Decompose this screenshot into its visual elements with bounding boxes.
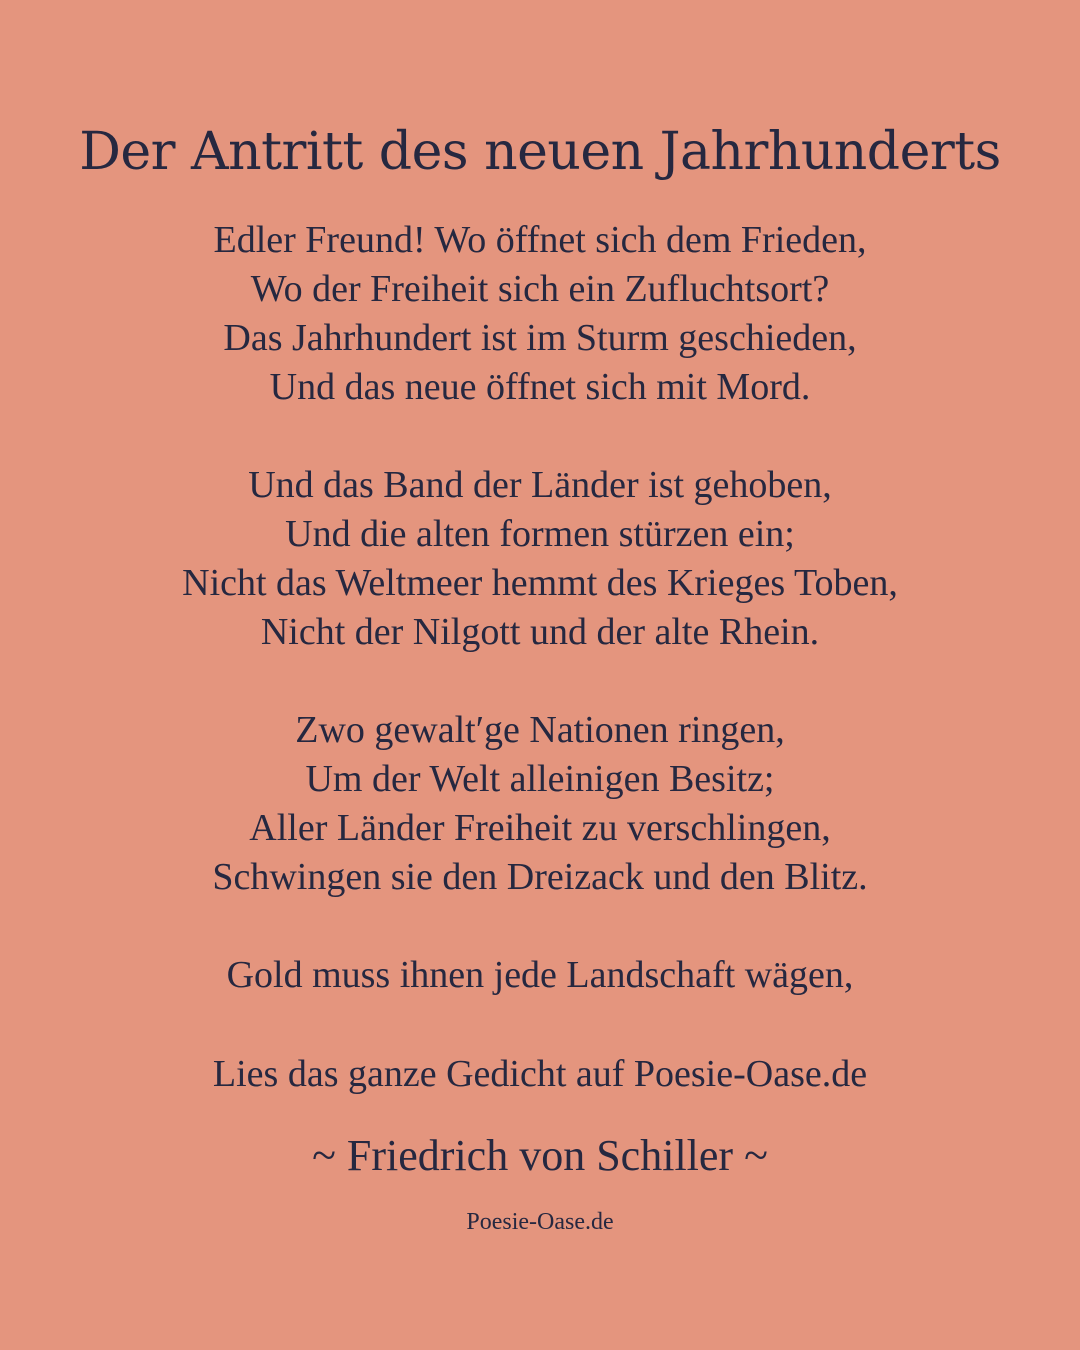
- poem-line: Edler Freund! Wo öffnet sich dem Frieden,: [213, 219, 867, 261]
- stanza: [0, 951, 1080, 1000]
- poem-body: [0, 216, 1080, 1049]
- stanza: [0, 706, 1080, 902]
- poem-line: Und das neue öffnet sich mit Mord.: [269, 366, 811, 408]
- poem-line: Das Jahrhundert ist im Sturm geschieden,: [223, 317, 857, 359]
- stanza: [0, 216, 1080, 412]
- poem-line: Wo der Freiheit sich ein Zufluchtsort?: [250, 268, 830, 310]
- stanza: [0, 461, 1080, 657]
- poem-line: Gold muss ihnen jede Landschaft wägen,: [226, 954, 854, 996]
- poem-line: Aller Länder Freiheit zu verschlingen,: [249, 807, 831, 849]
- read-full-poem-text: Lies das ganze Gedicht auf Poesie-Oase.de: [212, 1053, 868, 1095]
- poem-line: Schwingen sie den Dreizack und den Blitz.: [212, 856, 868, 898]
- poem-line: Nicht das Weltmeer hemmt des Krieges Toben,: [182, 562, 898, 604]
- poem-line: Und das Band der Länder ist gehoben,: [248, 464, 832, 506]
- site-name: Poesie-Oase.de: [466, 1209, 614, 1235]
- poem-line: Zwo gewalt′ge Nationen ringen,: [295, 709, 785, 751]
- poem-line: Um der Welt alleinigen Besitz;: [305, 758, 775, 800]
- poem-line: Und die alten formen stürzen ein;: [285, 513, 795, 555]
- poem-author: ~ Friedrich von Schiller ~: [312, 1131, 768, 1180]
- poem-title: Der Antritt des neuen Jahrhunderts: [79, 122, 1001, 182]
- poem-line: Nicht der Nilgott und der alte Rhein.: [260, 611, 820, 653]
